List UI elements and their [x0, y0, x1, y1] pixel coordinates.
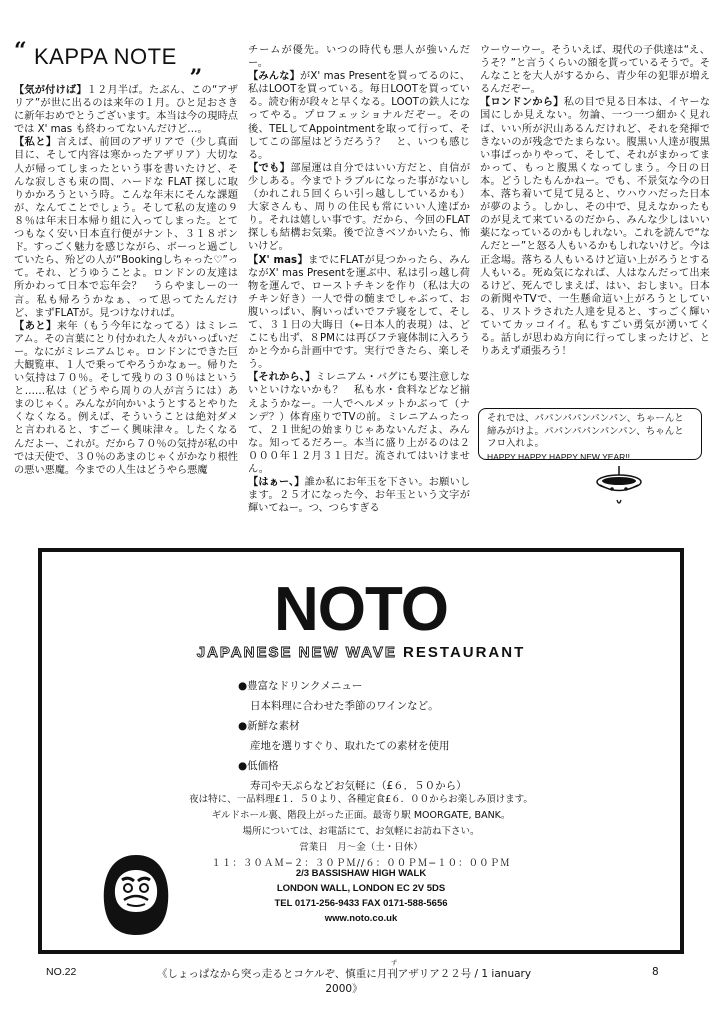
paragraph-tag: 【みんな】: [248, 71, 301, 83]
article-column-3: [480, 44, 710, 400]
paragraph-tag: 【あと】: [14, 320, 57, 332]
noto-restaurant-ad: [38, 548, 684, 954]
paragraph-tag: 【私と】: [14, 137, 57, 149]
heading-open-quote: “: [14, 38, 27, 64]
address-line: LONDON WALL, LONDON EC 2V 5DS: [276, 883, 446, 894]
article-column-2: [248, 44, 470, 540]
feature-list: [238, 676, 658, 796]
paragraph-tag: 【でも】: [248, 162, 291, 174]
paragraph: [14, 84, 238, 136]
feature-heading: ●低価格: [238, 760, 279, 772]
paragraph: [248, 371, 470, 476]
paragraph-tag: 【X' mas】: [248, 254, 309, 266]
tagline-outline: JAPANESE NEW WAVE: [196, 644, 397, 661]
opening-hours: １１：３０ＡＭ−２：３０ＰＭ//６：００ＰＭ−１０：００ＰＭ: [211, 858, 511, 869]
page-number: 8: [652, 966, 659, 978]
paragraph-tag: 【それから、】: [248, 372, 316, 384]
website-link[interactable]: www.noto.co.uk: [324, 913, 398, 924]
paragraph-text: がX' mas Presentを買ってるのに、私はLOOTを買っている。毎日LOOTを買っている。読む術が段々と早くなる。LOOTの鉄人になってやる。プロフェッショナルだぞー。その後、TELしてAppointmentを取って行って、そしてこの部屋はどうだろう？ と、いつも感じる。: [248, 71, 470, 161]
phone-fax: TEL 0171-256-9433 FAX 0171-588-5656: [274, 898, 448, 909]
paragraph-tag: 【はぁー、】: [248, 477, 305, 489]
paragraph-text: 部屋運は自分ではいい方だと、自信が少しある。今までトラブルになった事がないし（かれこれ５回くらい引っ越ししているかも）大家さんも、周りの住民も常にいい人達ばかり。それは嬉しい事です。だから、今回のFLAT探しも結構お気楽。後で泣きベソかいたら、怖いけど。: [248, 162, 470, 253]
paragraph-text: ウーウーウー。そういえば、現代の子供達は“え、うそ？”と言うくらいの額を貰っているそうで。そんなことを大人がするから、青少年の犯罪が増えるんだぞー。: [480, 45, 710, 96]
paragraph-text: ミレニアム・バグにも要注意しないといけないかも？ 私も水・食料などなど揃えようかなー。一人でヘルメットかぶって（ナンデ？）体育座りでTVの前。ミレニアムったって、２１世紀の始まりじゃあないんだよ、みんな。知ってるだろー。本当に盛り上がるのは２０００年１２月３１日だ。流されてはいけません。: [248, 372, 470, 475]
paragraph: [14, 320, 238, 477]
paragraph: [248, 254, 470, 372]
issue-number: NO.22: [46, 966, 77, 978]
paragraph-tag: 【ロンドンから】: [480, 97, 564, 109]
paragraph-text: １２月半ば。たぶん、この“アザリア”が世に出るのは来年の１月。ひと足おさきに新年おめでとうございます。本当は今の現時点では X' mas も終わってないんだけど…。: [14, 85, 238, 136]
info-line: 場所については、お電話にて、お気軽にお訪ね下さい。: [242, 826, 480, 837]
restaurant-logo: NOTO: [274, 575, 448, 644]
speech-bubble-text: それでは、パパンパパンパンパン、ちゃーんと締みがけよ。パパンパパンパンパン、ちゃんとフロ入れよ。: [487, 413, 684, 449]
new-year-greeting: HAPPY HAPPY HAPPY NEW YEAR!!: [487, 451, 630, 462]
feature-body: 産地を選りすぐり、取れたての素材を使用: [250, 740, 450, 752]
opening-days: 営業日 月〜金（土・日休）: [299, 842, 423, 853]
kappa-mascot-icon: [596, 466, 642, 510]
paragraph: [480, 96, 710, 358]
feature-heading: ●豊富なドリンクメニュー: [238, 680, 363, 692]
heading-title: KAPPA NOTE: [34, 44, 177, 69]
paragraph-text: 言えば、前回のアザリアで（少し真面目に、そして内容は寒かったアザリア）大切な人が帰ってしまったという事を書いたけど、そんな寂しさも束の間、ハードな FLAT 探しに取りかかろうという時。こんな年末にそんな課題が、なんてことでしょう。そして私の友達の９８％は年末日本帰り組に入ってしまった。とてつもなく安い日本直行便がナント、３１８ポンド。すっごく魅力を感じながら、ボーっと過ごしていたら、殆どの人が“Bookingしちゃった♡”って。それ、どうゆうことよ。ロンドンの友達は所かわって日本で忘年会？ うらやましーの一言。私も帰ろうかなぁ、って思ってたんだけど、まずFLATが。見つけなければ。: [14, 137, 238, 319]
feature-body: 寿司や天ぷらなどお気軽に（£６．５０から）: [250, 780, 467, 792]
info-line: ギルドホール裏、階段上がった正面。最寄り駅 MOORGATE, BANK。: [211, 810, 511, 821]
restaurant-tagline: [42, 644, 680, 661]
paragraph-text: までにFLATが見つかったら、みんながX' mas Presentを運ぶ中、私は引っ越し荷物を運んで、ローストチキンを作り（私は大のチキン好き）一人で骨の髄までしゃぶって、お腹いっぱい、胸いっぱいでフテ寝をして、そして、３１日の大晦日（←日本人的表現）は、どこにも出ず、８PMには再びフテ寝体制に入ろうかと今から計画中です。実行できたら、楽しそう。: [248, 254, 470, 371]
heading-close-quote: „: [190, 52, 203, 78]
paragraph-text: 来年（もう今年になってる）はミレニアム。その言葉にとり付かれた人々がいっぱいだー。なにがミレニアムじゃ。ロンドンにできた巨大観覧車、１人で乗ってやろうかなぁー。帰りたい気持は７０％。そして残りの３０％はというと……私は（どうやら周りの人が言うには）あまのじゃく。みんなが向かいようとするとやりたくなくなる。例えば、そういうことは絶対ダメと言われると、すごーく興味津々。したくなるんだよー、これが。だから７０％の気持が私の中では天使で、３０％のあまのじゃくがかなり根性の悪い悪魔。今までの人生はどうやら悪魔: [14, 320, 238, 476]
daruma-icon: [100, 852, 172, 938]
column-heading: [14, 38, 244, 78]
paragraph: [248, 162, 470, 254]
paragraph-text: チームが優先。いつの時代も悪人が強いんだー。: [248, 45, 470, 70]
article-column-1: [14, 84, 238, 540]
paragraph: [14, 136, 238, 319]
paragraph: [248, 44, 470, 70]
paragraph-tag: 【気が付けば】: [14, 85, 87, 96]
tagline-solid: RESTAURANT: [403, 644, 526, 661]
furigana: ず: [391, 960, 398, 967]
address-line: 2/3 BASSISHAW HIGH WALK: [295, 868, 427, 879]
speech-bubble: [478, 408, 702, 460]
paragraph: [248, 476, 470, 515]
paragraph: [248, 70, 470, 162]
issue-slogan: 《しょっぱなから突っ走るとコケルぞ、慎重に月刊アザリア２２号 / 1 ianuary 2000》: [156, 968, 532, 995]
paragraph: [480, 44, 710, 96]
feature-body: 日本料理に合わせた季節のワインなど。: [250, 700, 439, 712]
feature-heading: ●新鮮な素材: [238, 720, 300, 732]
info-line: 夜は特に、一品料理£１．５０より、各種定食£６．００からお楽しみ頂けます。: [189, 794, 533, 805]
paragraph-text: 私の目で見る日本は、イヤーな国にしか見えない。勿論、一つ一つ細かく見れば、いい所が沢山あるんだけれど、それを発揮できないのが残念でたまらない。腹黒い人達が腹黒い事ばっかりやって、そして、それがまかってまかって、もっと腹黒くなってしまう。今日の日本。どうしたもんかねー。でも、不景気な今の日本、落ち着いて見て見ると、ウハウハだった日本が夢のよう。しかし、その中で、見えなかったものが見えて来ているのだから、みんな少しはいい薬になっているのかもしれない。これを読んで“なんだとー”と怒る人もいるかもしれないけど。今は正念場。落ちる人もいるけど這い上がろうとする人もいる。死ぬ気になれば、人はなんだって出来るけど、死んでしまえば、はい、おしまい。日本の新聞やTVで、一生懸命這い上がろうとしている、リストラされた人達を見ると、すっごく輝いていてカッコイイ。私もすごい勇気が湧いてくる。話しが思わぬ方向に行ってしまったけど、とりあえず頑張ろう！: [480, 97, 710, 358]
paragraph-text: 誰か私にお年玉を下さい。お願いします。２５才になった今、お年玉という文字が輝いてねー。つ、つらすぎる: [248, 477, 470, 515]
